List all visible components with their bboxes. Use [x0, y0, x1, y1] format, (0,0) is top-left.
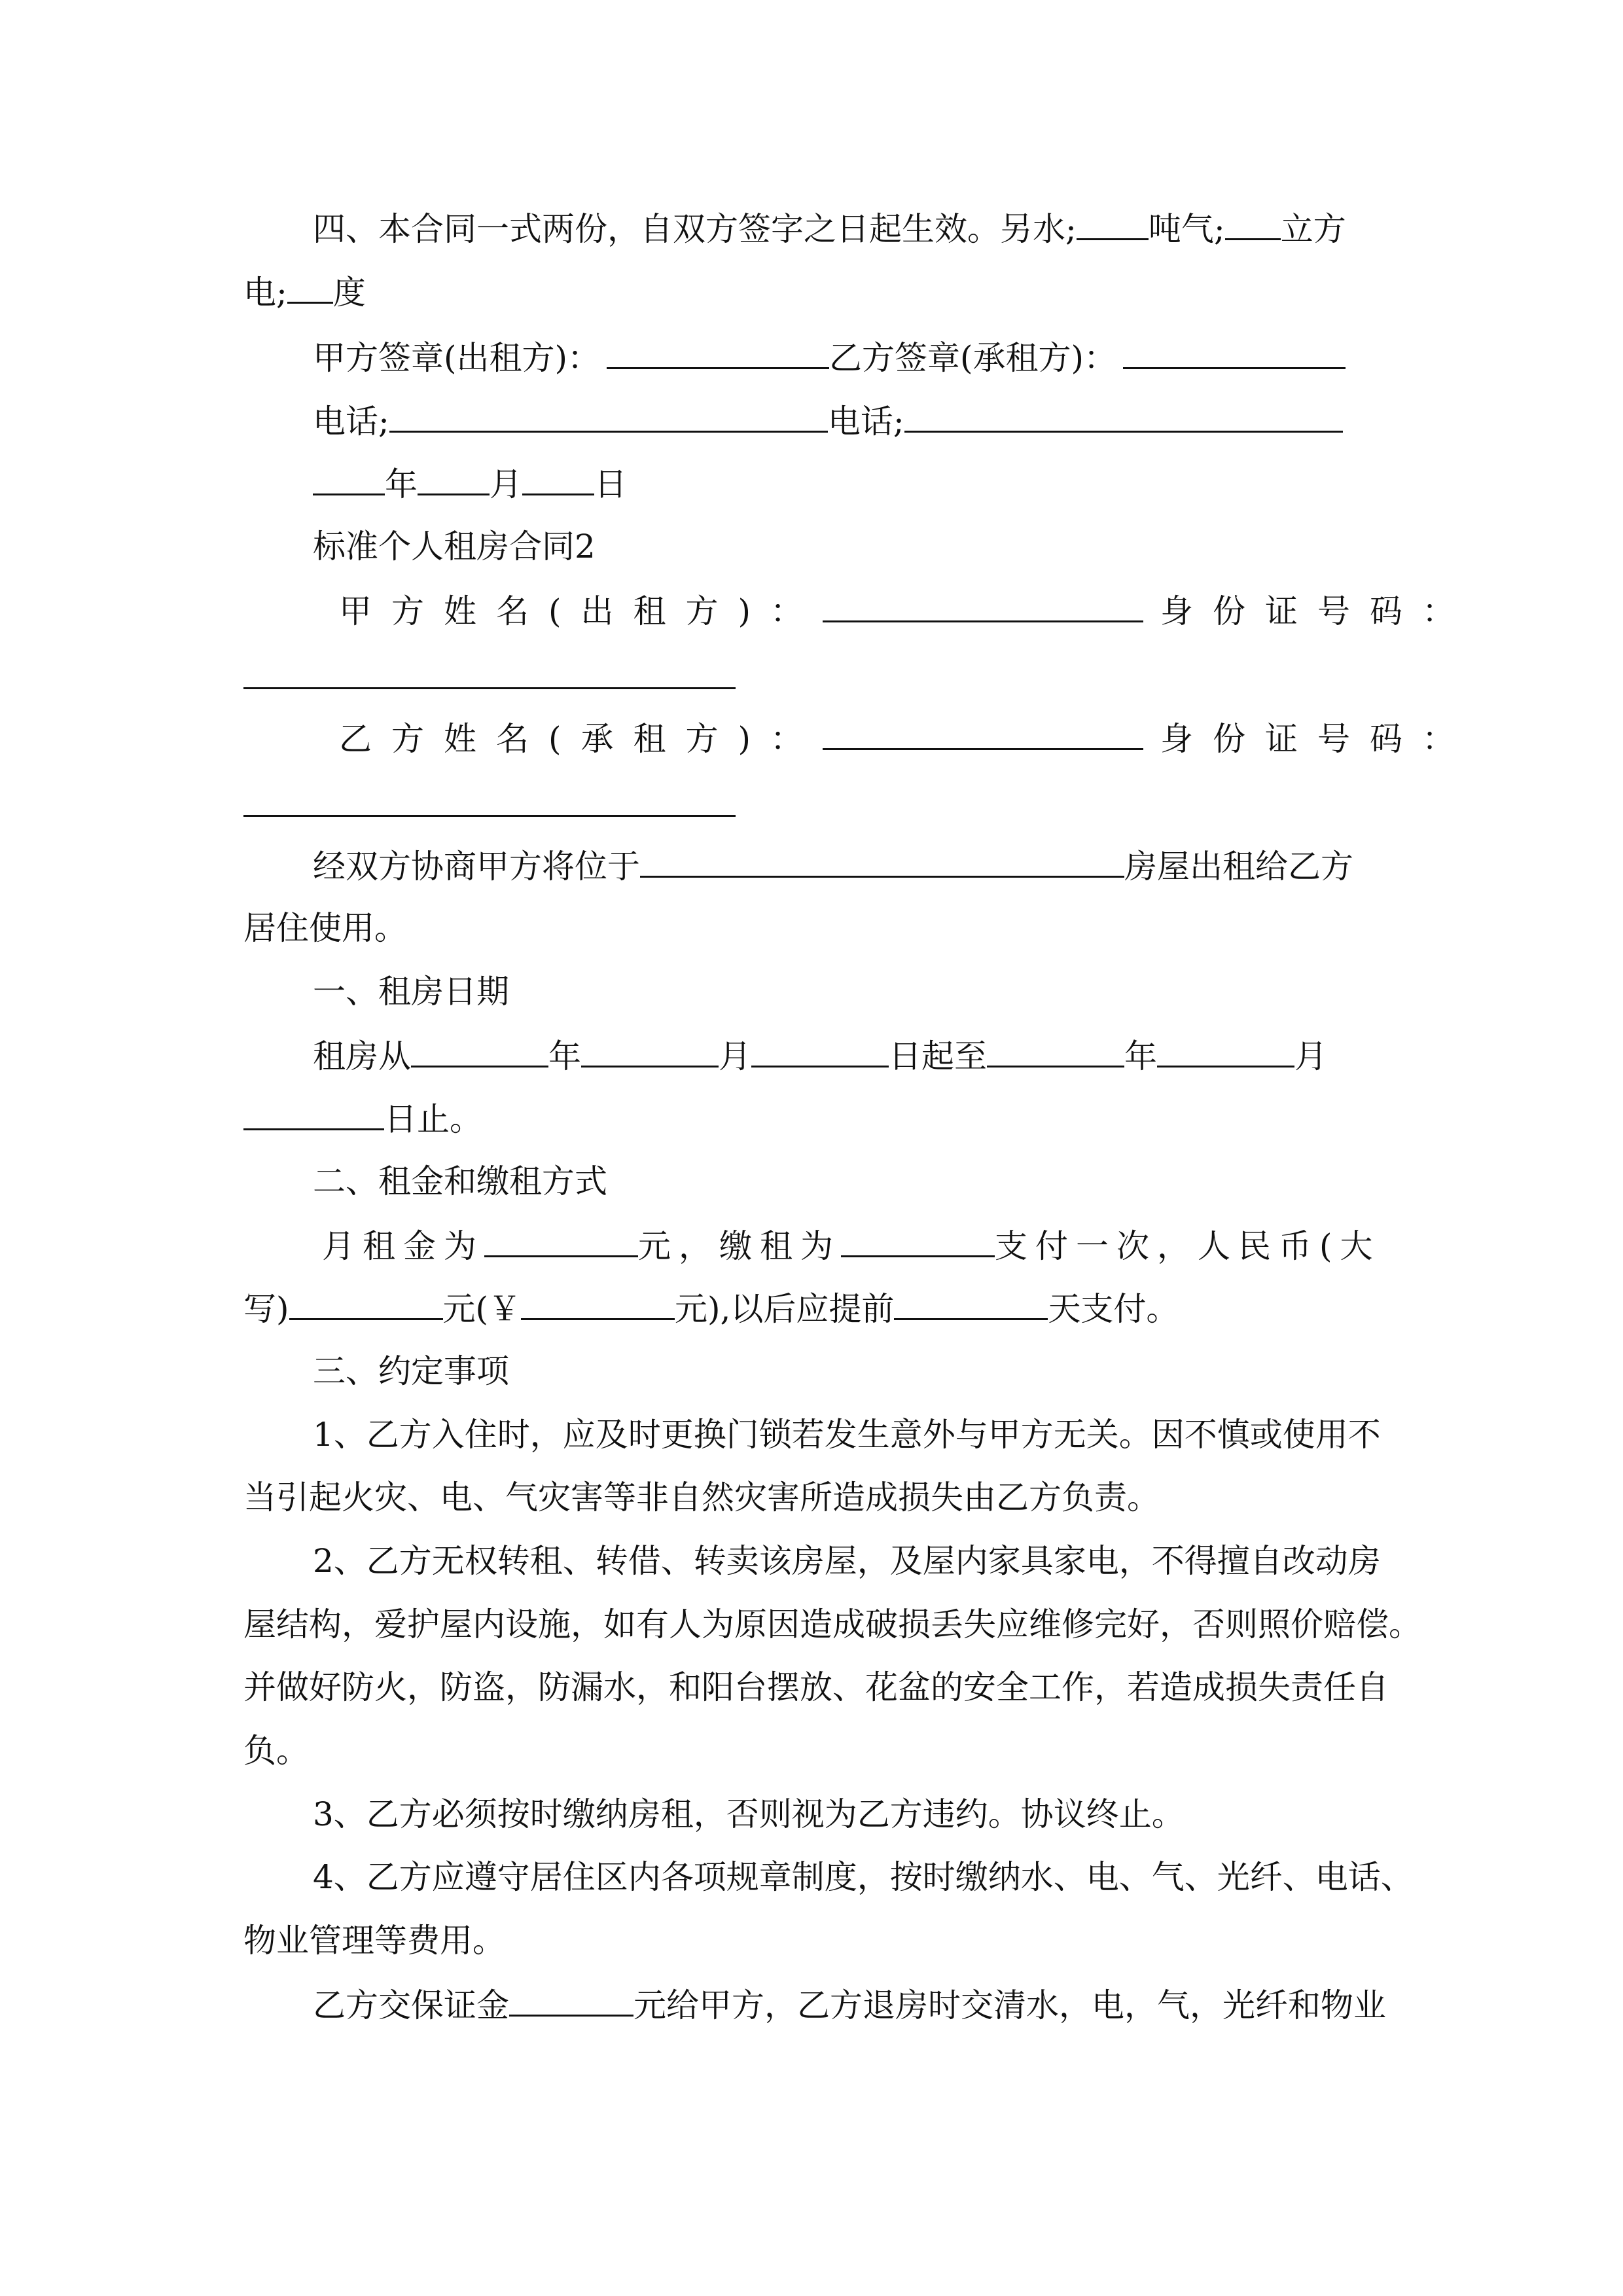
deposit-blank[interactable] — [509, 1984, 633, 2017]
monthly-rent-blank[interactable] — [484, 1225, 638, 1257]
contract2-title: 标准个人租房合同2 — [313, 528, 596, 565]
text: 支付一次，人民币(大 — [995, 1227, 1381, 1265]
section2-heading: 二、租金和缴租方式 — [313, 1162, 607, 1200]
year-blank[interactable] — [313, 463, 385, 495]
text: 租房从 — [313, 1037, 411, 1075]
text: 房屋出租给乙方 — [1124, 848, 1353, 886]
item4-line2: 物业管理等费用。 — [243, 1922, 505, 1960]
deposit-line — [313, 1984, 1458, 2025]
rent-capital-blank[interactable] — [289, 1288, 443, 1320]
start-month-blank[interactable] — [581, 1035, 719, 1067]
text: 日止。 — [384, 1100, 482, 1138]
text: 乙方交保证金 — [313, 1986, 509, 2024]
text: 日 — [594, 465, 627, 503]
party-a-id-blank[interactable] — [243, 687, 736, 689]
phone-b-blank[interactable] — [904, 401, 1343, 433]
rent-line1 — [322, 1225, 1467, 1266]
party-b-sign-label: 乙方签章(承租方)： — [829, 339, 1117, 377]
item2-line2: 屋结构，爱护屋内设施，如有人为原因造成破损丢失应维修完好，否则照价赔偿。 — [243, 1605, 1421, 1643]
end-day-blank[interactable] — [243, 1098, 384, 1130]
item1-line2: 当引起火灾、电、气灾害等非自然灾害所造成损失由乙方负责。 — [243, 1479, 1160, 1516]
text: 写) — [243, 1290, 289, 1328]
text: 经双方协商甲方将位于 — [313, 848, 640, 886]
text: 四、本合同一式两份，自双方签字之日起生效。另水; — [313, 210, 1077, 248]
section4-line2 — [243, 272, 1389, 312]
id-label-b: 身份证号码： — [1160, 720, 1475, 758]
party-b-name-blank[interactable] — [823, 718, 1143, 750]
start-day-blank[interactable] — [751, 1035, 889, 1067]
item3-line: 3、乙方必须按时缴纳房租，否则视为乙方违约。协议终止。 — [313, 1795, 1185, 1833]
start-year-blank[interactable] — [411, 1035, 548, 1067]
phone-label-a: 电话; — [313, 403, 389, 440]
rent-period-line1 — [313, 1035, 1458, 1076]
party-b-name-line — [339, 718, 1484, 759]
gas-blank[interactable] — [1225, 208, 1281, 240]
text: 月 — [719, 1037, 751, 1075]
item2-line3: 并做好防火，防盗，防漏水，和阳台摆放、花盆的安全工作，若造成损失责任自 — [243, 1668, 1389, 1706]
rent-period-line2 — [243, 1098, 1389, 1139]
text: 月租金为 — [322, 1227, 484, 1265]
day-blank[interactable] — [522, 463, 594, 495]
party-a-name-line — [339, 590, 1484, 631]
item2-line4: 负。 — [243, 1732, 309, 1770]
text: 度 — [332, 274, 366, 312]
text: 年 — [1124, 1037, 1157, 1075]
text: 立方 — [1280, 210, 1346, 248]
section3-heading: 三、约定事项 — [313, 1352, 509, 1390]
month-blank[interactable] — [418, 463, 490, 495]
text: 元，缴租为 — [638, 1227, 841, 1265]
text: 月 — [1294, 1037, 1327, 1075]
id-label-a: 身份证号码： — [1160, 592, 1475, 630]
party-a-name-blank[interactable] — [823, 590, 1143, 622]
text: 日起至 — [889, 1037, 987, 1075]
water-blank[interactable] — [1077, 208, 1149, 240]
party-a-sign-label: 甲方签章(出租方)： — [313, 339, 601, 377]
party-b-name-label: 乙方姓名(承租方)： — [339, 720, 823, 758]
text: 元给甲方，乙方退房时交清水，电，气，光纤和物业 — [633, 1986, 1386, 2024]
intro-line2: 居住使用。 — [243, 909, 407, 947]
rent-number-blank[interactable] — [521, 1288, 675, 1320]
party-b-id-blank[interactable] — [243, 815, 736, 817]
item2-line1: 2、乙方无权转租、转借、转卖该房屋，及屋内家具家电，不得擅自改动房 — [313, 1542, 1381, 1580]
text: 月 — [490, 465, 522, 503]
text: 天支付。 — [1048, 1290, 1179, 1328]
advance-days-blank[interactable] — [894, 1288, 1048, 1320]
signature-line — [313, 337, 1458, 378]
party-a-name-label: 甲方姓名(出租方)： — [339, 592, 823, 630]
end-month-blank[interactable] — [1157, 1035, 1294, 1067]
phone-a-blank[interactable] — [389, 401, 828, 433]
item1-line1: 1、乙方入住时，应及时更换门锁若发生意外与甲方无关。因不慎或使用不 — [313, 1416, 1381, 1454]
phone-line — [313, 401, 1458, 441]
intro-line1 — [313, 846, 1458, 886]
text: 元),以后应提前 — [675, 1290, 895, 1328]
end-year-blank[interactable] — [987, 1035, 1124, 1067]
item4-line1: 4、乙方应遵守居住区内各项规章制度，按时缴纳水、电、气、光纤、电话、 — [313, 1858, 1414, 1896]
section1-heading: 一、租房日期 — [313, 973, 509, 1011]
party-a-sign-blank[interactable] — [607, 337, 829, 369]
electric-blank[interactable] — [287, 272, 333, 304]
text: 吨气; — [1148, 210, 1225, 248]
text: 年 — [385, 465, 418, 503]
text: 年 — [548, 1037, 581, 1075]
text: 电; — [243, 274, 287, 312]
text: 元(￥ — [442, 1290, 522, 1328]
pay-period-blank[interactable] — [841, 1225, 995, 1257]
address-blank[interactable] — [640, 846, 1124, 878]
phone-label-b: 电话; — [827, 403, 904, 440]
section4-line1 — [313, 208, 1458, 249]
date-line — [313, 463, 1458, 504]
party-b-sign-blank[interactable] — [1123, 337, 1346, 369]
rent-line2 — [243, 1288, 1389, 1329]
